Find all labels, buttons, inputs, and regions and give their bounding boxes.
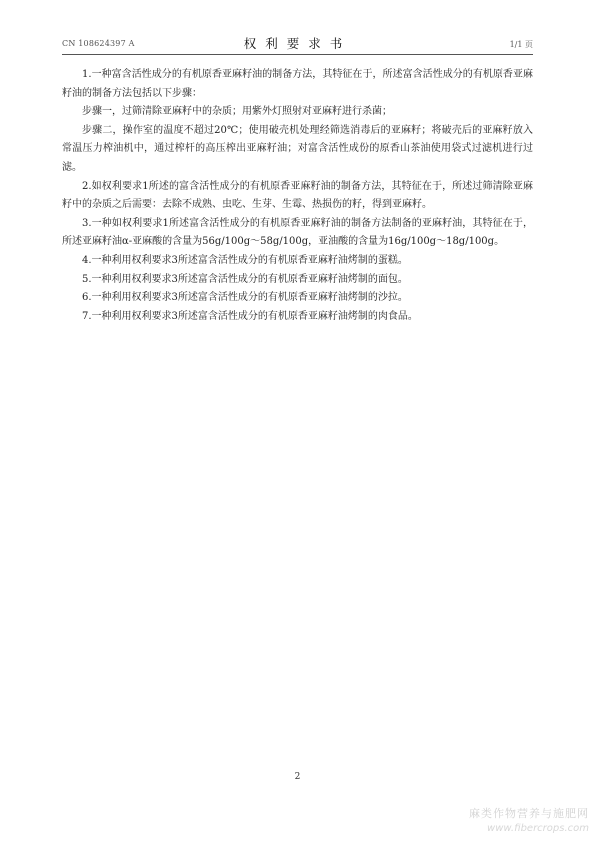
- watermark-url: www.fibercrops.com: [487, 823, 589, 834]
- claim-paragraph: 7.一种利用权利要求3所述富含活性成分的有机原香亚麻籽油烤制的肉食品。: [82, 310, 418, 322]
- claim-paragraph: 6.一种利用权利要求3所述富含活性成分的有机原香亚麻籽油烤制的沙拉。: [82, 292, 408, 304]
- site-watermark: [469, 805, 589, 834]
- page-number: 2: [294, 772, 301, 782]
- claim-paragraph: 2.如权利要求1所述的富含活性成分的有机原香亚麻籽油的制备方法，其特征在于，所述过筛清除亚麻籽中的杂质之后需要：去除不成熟、虫吃、生芽、生霉、热损伤的籽，得到亚麻籽。: [62, 180, 533, 211]
- header-divider: [62, 54, 533, 55]
- claim-paragraph: 步骤一，过筛清除亚麻籽中的杂质；用紫外灯照射对亚麻籽进行杀菌；: [82, 106, 392, 118]
- patent-number: CN 108624397 A: [62, 39, 135, 48]
- claim-paragraph: 1.一种富含活性成分的有机原香亚麻籽油的制备方法，其特征在于，所述富含活性成分的有机原香亚麻籽油的制备方法包括以下步骤：: [62, 69, 533, 99]
- claims-body: [62, 66, 533, 326]
- claim-paragraph: 步骤二，操作室的温度不超过20℃；使用破壳机处理经筛选消毒后的亚麻籽；将破壳后的亚麻籽放入常温压力榨油机中，通过榨杆的高压榨出亚麻籽油；对富含活性成份的原香山茶油使用袋式过滤机进行过滤。: [62, 124, 533, 173]
- claim-paragraph: 3.一种如权利要求1所述富含活性成分的有机原香亚麻籽油的制备方法制备的亚麻籽油，其特征在于，所述亚麻籽油α-亚麻酸的含量为56g/100g～58g/100g，亚油酸的含量为16g/100g～18g/100g。: [62, 217, 533, 248]
- claim-paragraph: 5.一种利用权利要求3所述富含活性成分的有机原香亚麻籽油烤制的面包。: [82, 273, 408, 285]
- claim-paragraph: 4.一种利用权利要求3所述富含活性成分的有机原香亚麻籽油烤制的蛋糕。: [82, 254, 408, 266]
- page-header: [62, 34, 533, 52]
- watermark-name: 麻类作物营养与施肥网: [469, 807, 589, 820]
- page-indicator: 1/1 页: [509, 40, 533, 49]
- document-title: 权利要求书: [243, 36, 352, 51]
